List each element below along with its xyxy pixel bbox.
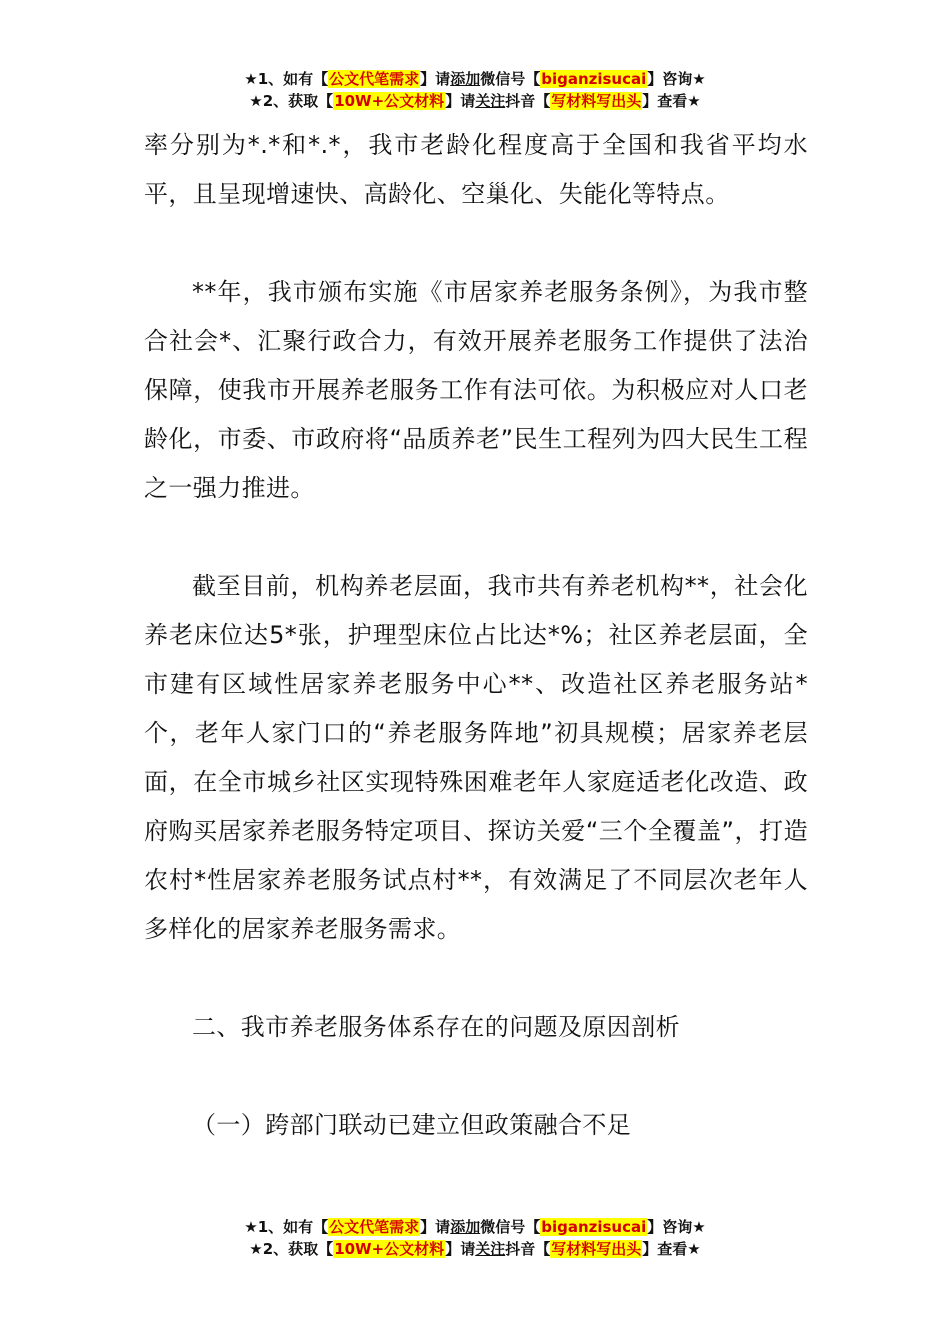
promo-highlight: biganzisucai	[541, 1218, 647, 1236]
promo-highlight: 10W+公文材料	[334, 92, 445, 110]
promo-underline: 关注	[475, 1240, 506, 1258]
promo-text: 】咨询★	[647, 1218, 706, 1236]
promo-text: 】咨询★	[647, 70, 706, 88]
promo-highlight: 写材料写出头	[551, 1240, 642, 1258]
paragraph-spacer	[144, 513, 808, 562]
paragraph-spacer	[144, 954, 808, 1003]
promo-highlight: 公文代笔需求	[329, 1218, 420, 1236]
promo-highlight: 公文代笔需求	[329, 70, 420, 88]
promo-line-2	[0, 1238, 950, 1260]
promo-text: 】请	[445, 1240, 476, 1258]
promo-line-1	[0, 1216, 950, 1238]
promo-underline: 关注	[475, 92, 506, 110]
paragraph-status: 截至目前，机构养老层面，我市共有养老机构**，社会化养老床位达5*张，护理型床位占比达*%；社区养老层面，全市建有区域性居家养老服务中心**、改造社区养老服务站*个，老年人家门口的“养老服务阵地”初具规模；居家养老层面，在全市城乡社区实现特殊困难老年人家庭适老化改造、政府购买居家养老服务特定项目、探访关爱“三个全覆盖”，打造农村*性居家养老服务试点村**，有效满足了不同层次老年人多样化的居家养老服务需求。	[144, 572, 808, 943]
paragraph-continued: 率分别为*.*和*.*，我市老龄化程度高于全国和我省平均水平，且呈现增速快、高龄化、空巢化、失能化等特点。	[144, 131, 808, 208]
promo-text: 】请	[420, 70, 451, 88]
paragraph-spacer	[144, 219, 808, 268]
promo-text: 微信号【	[480, 70, 541, 88]
promo-highlight: 写材料写出头	[551, 92, 642, 110]
promo-underline: 添加	[450, 1218, 481, 1236]
paragraph-spacer	[144, 1052, 808, 1101]
promo-line-1	[0, 68, 950, 90]
footer-promo-banner	[0, 1216, 950, 1260]
promo-text: ★2、获取【	[249, 92, 334, 110]
promo-text: 微信号【	[480, 1218, 541, 1236]
promo-text: 】查看★	[642, 92, 701, 110]
section-heading: 二、我市养老服务体系存在的问题及原因剖析	[192, 1013, 680, 1041]
promo-text: ★1、如有【	[244, 70, 329, 88]
promo-text: ★2、获取【	[249, 1240, 334, 1258]
promo-highlight: 10W+公文材料	[334, 1240, 445, 1258]
promo-text: ★1、如有【	[244, 1218, 329, 1236]
promo-text: 】请	[445, 92, 476, 110]
promo-text: 】请	[420, 1218, 451, 1236]
header-promo-banner	[0, 68, 950, 112]
promo-underline: 添加	[450, 70, 481, 88]
subsection-heading: （一）跨部门联动已建立但政策融合不足	[192, 1111, 632, 1139]
promo-highlight: biganzisucai	[541, 70, 647, 88]
document-body	[144, 121, 808, 1150]
promo-text: 抖音【	[505, 1240, 551, 1258]
promo-text: 】查看★	[642, 1240, 701, 1258]
promo-text: 抖音【	[505, 92, 551, 110]
paragraph-regulation: **年，我市颁布实施《市居家养老服务条例》，为我市整合社会*、汇聚行政合力，有效开展养老服务工作提供了法治保障，使我市开展养老服务工作有法可依。为积极应对人口老龄化，市委、市政府将“品质养老”民生工程列为四大民生工程之一强力推进。	[144, 278, 808, 502]
promo-line-2	[0, 90, 950, 112]
